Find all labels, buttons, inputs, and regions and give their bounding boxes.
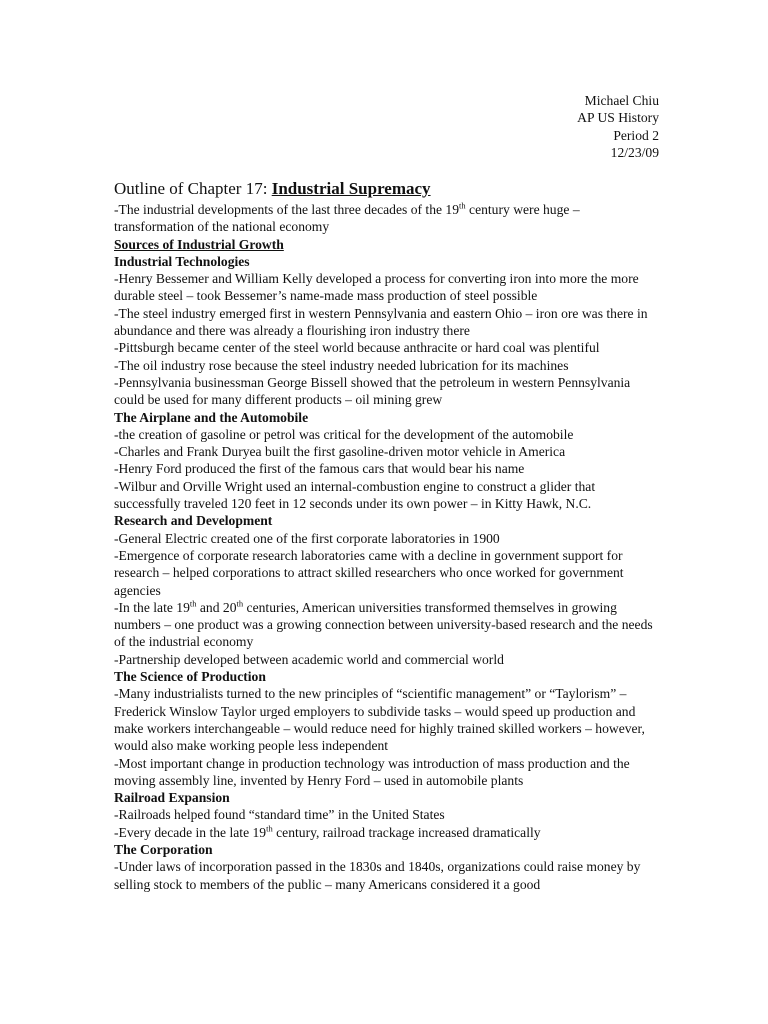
subsection-heading: Industrial Technologies <box>114 253 250 269</box>
outline-line: -Many industrialists turned to the new principles of “scientific management” or “Taylorism” – Frederick Winslow Taylor urged employers to subdivide tasks – would speed up production and make workers interchangeable – would reduce need for highly trained skilled workers – however, would also make working people less independent <box>114 686 645 754</box>
outline-line: -General Electric created one of the first corporate laboratories in 1900 <box>114 530 500 546</box>
outline-body <box>114 201 659 893</box>
outline-line: -Pennsylvania businessman George Bissell showed that the petroleum in western Pennsylvania could be used for many different products – oil mining grew <box>114 374 631 408</box>
author-header <box>577 92 659 161</box>
outline-line: -Under laws of incorporation passed in the 1830s and 1840s, organizations could raise money by selling stock to members of the public – many Americans considered it a good <box>114 859 641 892</box>
outline-line: -Wilbur and Orville Wright used an internal-combustion engine to construct a glider that successfully traveled 120 feet in 12 seconds under its own power – in Kitty Hawk, N.C. <box>114 478 596 512</box>
line-text: and 20 <box>196 599 237 615</box>
superscript: th <box>189 598 197 609</box>
outline-line: -Most important change in production technology was introduction of mass production and the moving assembly line, invented by Henry Ford – used in automobile plants <box>114 755 630 788</box>
line-text: century, railroad trackage increased dramatically <box>272 824 541 840</box>
subsection-heading: Railroad Expansion <box>114 790 230 806</box>
intro-text-b: century were huge – transformation of the national economy <box>114 202 580 235</box>
outline-line <box>114 824 659 841</box>
subsection-heading: The Airplane and the Automobile <box>114 409 309 425</box>
line-text: centuries, American universities transformed themselves in growing numbers – one product was a growing connection between university-based research and the needs of the industrial economy <box>114 599 653 650</box>
subsection-heading: The Corporation <box>114 841 213 857</box>
intro-superscript: th <box>459 200 466 211</box>
superscript: th <box>266 823 273 834</box>
outline-line: -Charles and Frank Duryea built the first gasoline-driven motor vehicle in America <box>114 444 566 460</box>
title-subject: Industrial Supremacy <box>271 179 431 198</box>
document-title <box>114 178 431 200</box>
outline-line: -Henry Bessemer and William Kelly developed a process for converting iron into more the more durable steel – took Bessemer’s name-made mass production of steel possible <box>114 271 639 304</box>
outline-line: -Emergence of corporate research laboratories came with a decline in government support for research – helped corporations to attract skilled researchers who once worked for government agencies <box>114 547 624 598</box>
intro-text-a: -The industrial developments of the last three decades of the 19 <box>114 202 460 217</box>
outline-line: -Partnership developed between academic world and commercial world <box>114 651 504 667</box>
superscript: th <box>236 598 244 609</box>
outline-line: -Pittsburgh became center of the steel world because anthracite or hard coal was plentiful <box>114 340 600 356</box>
intro-paragraph <box>114 201 659 236</box>
line-text: -In the late 19 <box>114 599 190 615</box>
class-period: Period 2 <box>613 127 659 143</box>
subsection-heading: Research and Development <box>114 513 273 529</box>
title-prefix: Outline of Chapter 17: <box>114 179 272 198</box>
outline-line <box>114 599 659 651</box>
course-name: AP US History <box>577 110 659 126</box>
outline-line: -The steel industry emerged first in western Pennsylvania and eastern Ohio – iron ore was there in abundance and there was already a flourishing iron industry there <box>114 305 648 339</box>
section-heading: Sources of Industrial Growth <box>114 236 284 252</box>
outline-line: -Railroads helped found “standard time” in the United States <box>114 807 445 823</box>
outline-line: -Henry Ford produced the first of the famous cars that would bear his name <box>114 461 525 477</box>
author-name: Michael Chiu <box>584 93 659 108</box>
line-text: -Every decade in the late 19 <box>114 824 267 840</box>
outline-line: -the creation of gasoline or petrol was critical for the development of the automobile <box>114 426 574 442</box>
document-date: 12/23/09 <box>610 144 659 160</box>
outline-line: -The oil industry rose because the steel industry needed lubrication for its machines <box>114 357 569 373</box>
subsection-heading: The Science of Production <box>114 669 266 685</box>
